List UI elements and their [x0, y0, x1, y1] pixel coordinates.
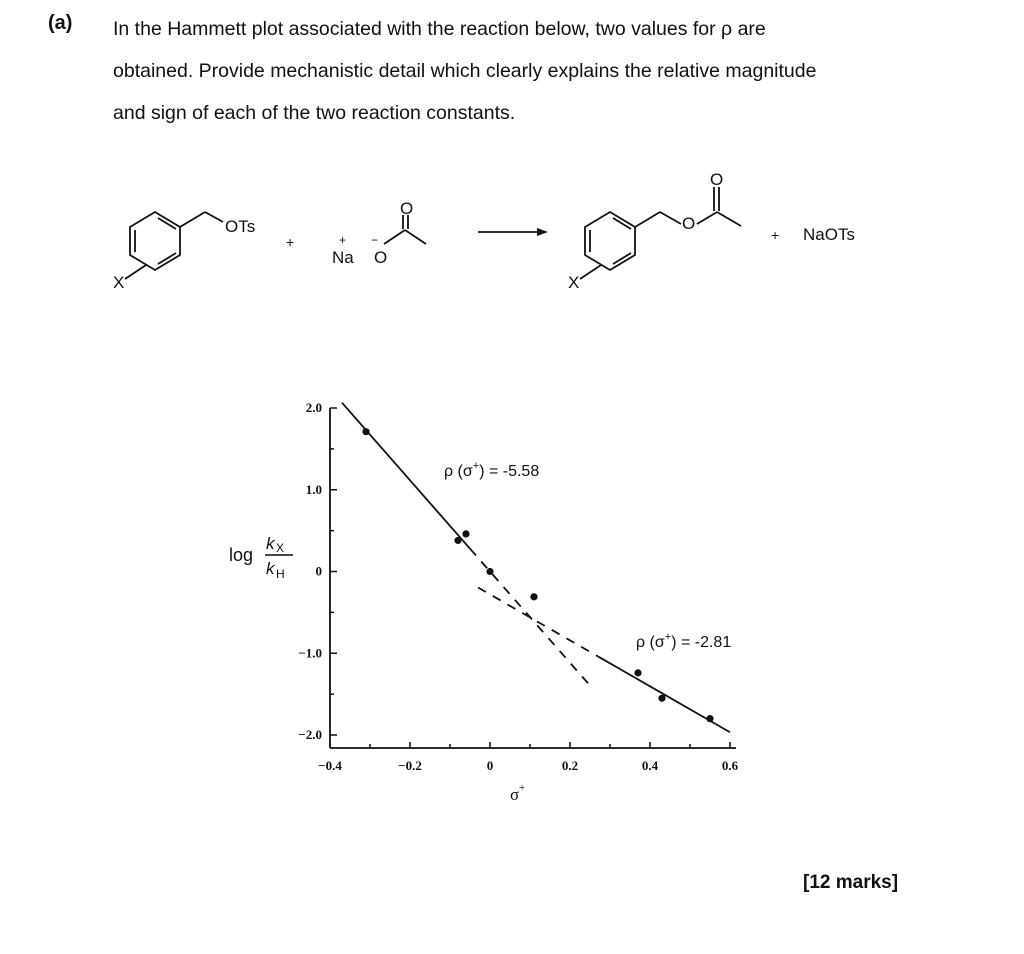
sodium-charge: +	[339, 233, 347, 247]
kx-subscript: X	[276, 541, 285, 555]
data-point	[706, 715, 713, 722]
x-tick-label: 0.6	[721, 758, 739, 773]
y-ticks	[298, 400, 337, 742]
reaction-scheme	[125, 187, 741, 279]
y-tick-label: 2.0	[305, 400, 322, 415]
data-point	[530, 593, 537, 600]
question-line: and sign of each of the two reaction constants.	[113, 102, 516, 124]
kh-label: k	[266, 559, 275, 578]
benzyl-tosylate	[125, 212, 223, 279]
sodium-acetate	[384, 215, 426, 244]
reaction-labels	[113, 170, 855, 292]
log-label: log	[229, 545, 254, 565]
plus-sign: +	[771, 227, 780, 243]
question-line: obtained. Provide mechanistic detail which clearly explains the relative magnitude	[113, 60, 817, 82]
question-label: (a)	[48, 12, 73, 34]
substituent-x-label: X	[568, 273, 580, 292]
x-tick-label: −0.2	[398, 758, 422, 773]
fit-lines	[342, 403, 730, 733]
sigma-superscript: +	[519, 782, 526, 794]
data-point	[486, 568, 493, 575]
hammett-plot	[229, 400, 739, 804]
y-tick-label: −2.0	[298, 727, 322, 742]
data-point	[462, 530, 469, 537]
y-tick-label: 1.0	[305, 481, 322, 497]
naots-label: NaOTs	[803, 225, 855, 244]
ots-label: OTs	[225, 217, 256, 236]
substituent-x-label: X	[113, 273, 125, 292]
x-ticks	[318, 742, 738, 773]
x-axis-label	[510, 782, 525, 804]
benzyl-acetate	[580, 187, 741, 279]
x-tick-label: 0.2	[561, 758, 579, 773]
sigma-label: σ	[510, 785, 520, 804]
anion-oxygen-label: O	[374, 248, 388, 267]
kx-label: k	[266, 534, 275, 553]
kh-subscript: H	[276, 567, 285, 581]
x-tick-label: −0.4	[318, 758, 342, 773]
data-point	[658, 695, 665, 702]
data-point	[362, 428, 369, 435]
data-point	[634, 669, 641, 676]
carbonyl-oxygen-label: O	[400, 199, 414, 218]
acetate-charge: −	[371, 233, 379, 247]
data-point	[454, 537, 461, 544]
x-tick-label: 0	[486, 758, 494, 773]
plus-sign: +	[286, 234, 295, 250]
rho-annotations	[444, 460, 731, 651]
rho1-annotation: ρ (σ+) = -5.58	[444, 460, 540, 480]
x-tick-label: 0.4	[641, 758, 659, 773]
question-line: In the Hammett plot associated with the reaction below, two values for ρ are	[113, 18, 766, 40]
sodium-label: Na	[332, 248, 354, 267]
y-tick-label: −1.0	[298, 645, 322, 661]
ester-oxygen-label: O	[682, 214, 696, 233]
y-tick-label: 0	[315, 563, 322, 579]
carbonyl-oxygen-label: O	[710, 170, 724, 189]
rho2-annotation: ρ (σ+) = -2.81	[636, 631, 732, 651]
y-axis-label	[229, 534, 293, 581]
fit-line-2-dashed	[478, 587, 598, 656]
marks-label: [12 marks]	[803, 872, 899, 893]
